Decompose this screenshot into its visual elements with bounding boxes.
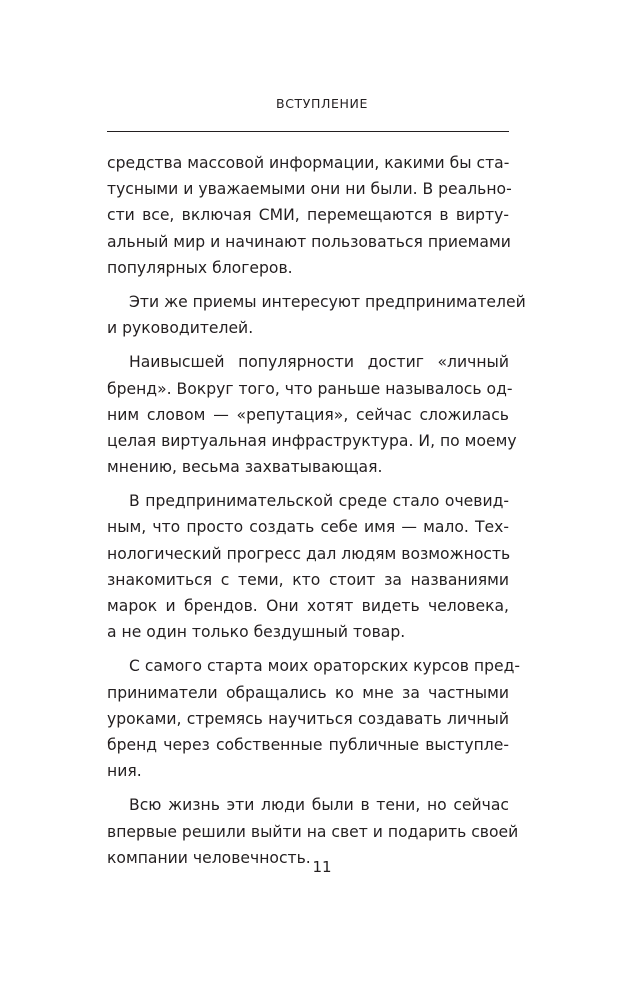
text-line: уроками, стремясь научиться создавать личный bbox=[107, 709, 509, 728]
paragraph bbox=[107, 150, 512, 281]
text-line: Эти же приемы интересуют предпринимателей bbox=[129, 292, 526, 311]
text-line: компании человечность. bbox=[107, 848, 311, 867]
paragraph bbox=[107, 289, 526, 341]
text-line: С самого старта моих ораторских курсов пред- bbox=[129, 657, 521, 676]
text-line: марок и брендов. Они хотят видеть человека, bbox=[107, 597, 509, 615]
text-line: ним словом — «репутация», сейчас сложилась bbox=[107, 405, 509, 424]
text-line: Всю жизнь эти люди были в тени, но сейчас bbox=[129, 796, 509, 815]
text-line: сти все, включая СМИ, перемещаются в вирту- bbox=[107, 206, 509, 225]
text-line: бренд через собственные публичные выступле- bbox=[107, 735, 509, 754]
running-header: ВСТУПЛЕНИЕ bbox=[276, 96, 368, 111]
text-line: приниматели обращались ко мне за частными bbox=[107, 683, 509, 702]
text-line: Наивысшей популярности достиг «личный bbox=[129, 353, 509, 372]
text-line: мнению, весьма захватывающая. bbox=[107, 458, 383, 477]
text-line: нологический прогресс дал людям возможность bbox=[107, 544, 511, 563]
text-line: средства массовой информации, какими бы ста- bbox=[107, 154, 510, 172]
text-line: ния. bbox=[107, 762, 142, 781]
text-line: альный мир и начинают пользоваться приемами bbox=[107, 232, 511, 251]
text-line: популярных блогеров. bbox=[107, 258, 293, 277]
body-text bbox=[107, 150, 526, 871]
text-line: ным, что просто создать себе имя — мало. Тех- bbox=[107, 518, 509, 537]
text-line: и руководителей. bbox=[107, 319, 254, 338]
paragraph bbox=[107, 349, 517, 480]
paragraph bbox=[107, 653, 521, 784]
text-line: тусными и уважаемыми они ни были. В реально- bbox=[107, 180, 512, 199]
text-line: бренд». Вокруг того, что раньше называлось од- bbox=[107, 379, 513, 398]
header-rule bbox=[107, 131, 509, 132]
text-line: знакомиться с теми, кто стоит за названиями bbox=[107, 570, 509, 589]
text-line: а не один только бездушный товар. bbox=[107, 623, 406, 642]
page-number: 11 bbox=[312, 858, 332, 876]
text-line: впервые решили выйти на свет и подарить своей bbox=[107, 822, 519, 841]
paragraph bbox=[107, 488, 509, 645]
text-line: целая виртуальная инфраструктура. И, по моему bbox=[107, 431, 517, 450]
text-line: В предпринимательской среде стало очевид- bbox=[129, 492, 509, 511]
